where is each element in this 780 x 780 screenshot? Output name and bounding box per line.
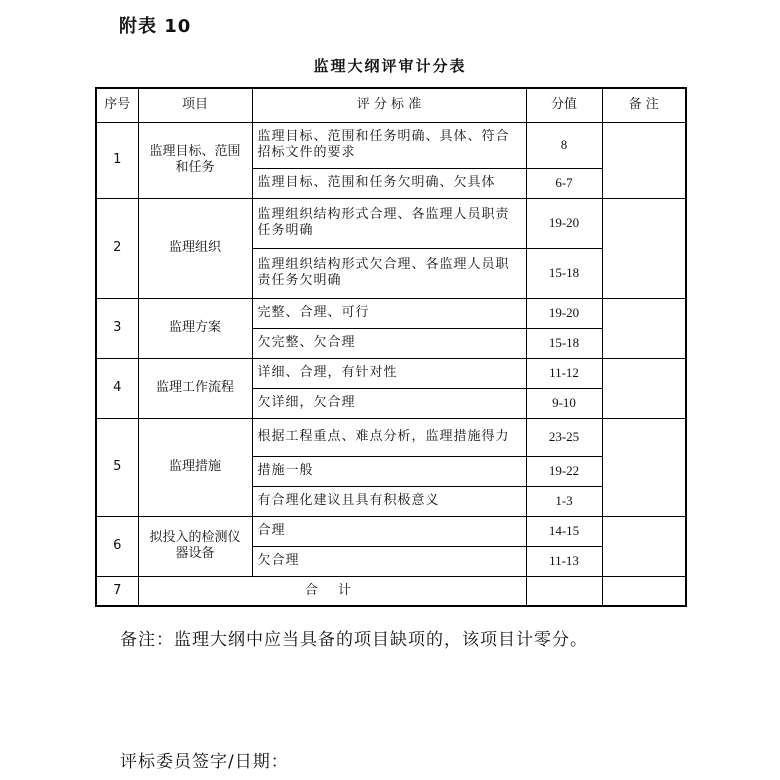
header-row (96, 88, 686, 122)
document-title: 监理大纲评审计分表 (313, 57, 467, 75)
row-number: 4 (96, 358, 138, 418)
remark-cell (602, 418, 686, 516)
table-row (96, 358, 686, 388)
total-score-cell (526, 576, 602, 606)
row-number: 1 (96, 122, 138, 198)
score-cell: 15-18 (526, 248, 602, 298)
table-note: 备注：监理大纲中应当具备的项目缺项的，该项目计零分。 (120, 630, 588, 650)
table-row (96, 122, 686, 168)
score-cell: 19-20 (526, 198, 602, 248)
criteria-cell: 详细、合理，有针对性 (252, 358, 526, 388)
item-name: 监理目标、范围和任务 (138, 122, 252, 198)
score-cell: 11-12 (526, 358, 602, 388)
total-row-number: 7 (96, 576, 138, 606)
row-number: 3 (96, 298, 138, 358)
criteria-cell: 监理目标、范围和任务欠明确、欠具体 (252, 168, 526, 198)
total-remark-cell (602, 576, 686, 606)
signature-line: 评标委员签字/日期： (120, 752, 289, 772)
score-cell: 9-10 (526, 388, 602, 418)
remark-cell (602, 516, 686, 576)
score-cell: 14-15 (526, 516, 602, 546)
header-criteria: 评 分 标 准 (252, 88, 526, 122)
row-number: 6 (96, 516, 138, 576)
item-name: 监理组织 (138, 198, 252, 298)
score-cell: 1-3 (526, 486, 602, 516)
score-cell: 19-22 (526, 456, 602, 486)
header-no: 序号 (96, 88, 138, 122)
remark-cell (602, 298, 686, 358)
score-cell: 23-25 (526, 418, 602, 456)
page-label: 附表 10 (119, 16, 192, 37)
header-remark: 备 注 (602, 88, 686, 122)
criteria-cell: 监理目标、范围和任务明确、具体、符合招标文件的要求 (252, 122, 526, 168)
criteria-cell: 完整、合理、可行 (252, 298, 526, 328)
criteria-cell: 欠详细，欠合理 (252, 388, 526, 418)
score-cell: 19-20 (526, 298, 602, 328)
score-cell: 15-18 (526, 328, 602, 358)
total-label: 合 计 (138, 576, 526, 606)
item-name: 监理措施 (138, 418, 252, 516)
item-name: 监理方案 (138, 298, 252, 358)
score-cell: 8 (526, 122, 602, 168)
score-cell: 11-13 (526, 546, 602, 576)
criteria-cell: 根据工程重点、难点分析，监理措施得力 (252, 418, 526, 456)
criteria-cell: 监理组织结构形式合理、各监理人员职责任务明确 (252, 198, 526, 248)
criteria-cell: 欠完整、欠合理 (252, 328, 526, 358)
table-row (96, 516, 686, 546)
criteria-cell: 监理组织结构形式欠合理、各监理人员职责任务欠明确 (252, 248, 526, 298)
score-cell: 6-7 (526, 168, 602, 198)
remark-cell (602, 122, 686, 198)
scoring-table (95, 87, 687, 607)
criteria-cell: 合理 (252, 516, 526, 546)
criteria-cell: 欠合理 (252, 546, 526, 576)
row-number: 2 (96, 198, 138, 298)
item-name: 拟投入的检测仪器设备 (138, 516, 252, 576)
header-score: 分值 (526, 88, 602, 122)
criteria-cell: 措施一般 (252, 456, 526, 486)
remark-cell (602, 198, 686, 298)
item-name: 监理工作流程 (138, 358, 252, 418)
header-item: 项目 (138, 88, 252, 122)
total-row (96, 576, 686, 606)
table-row (96, 198, 686, 248)
remark-cell (602, 358, 686, 418)
criteria-cell: 有合理化建议且具有积极意义 (252, 486, 526, 516)
table-row (96, 298, 686, 328)
table-row (96, 418, 686, 456)
row-number: 5 (96, 418, 138, 516)
